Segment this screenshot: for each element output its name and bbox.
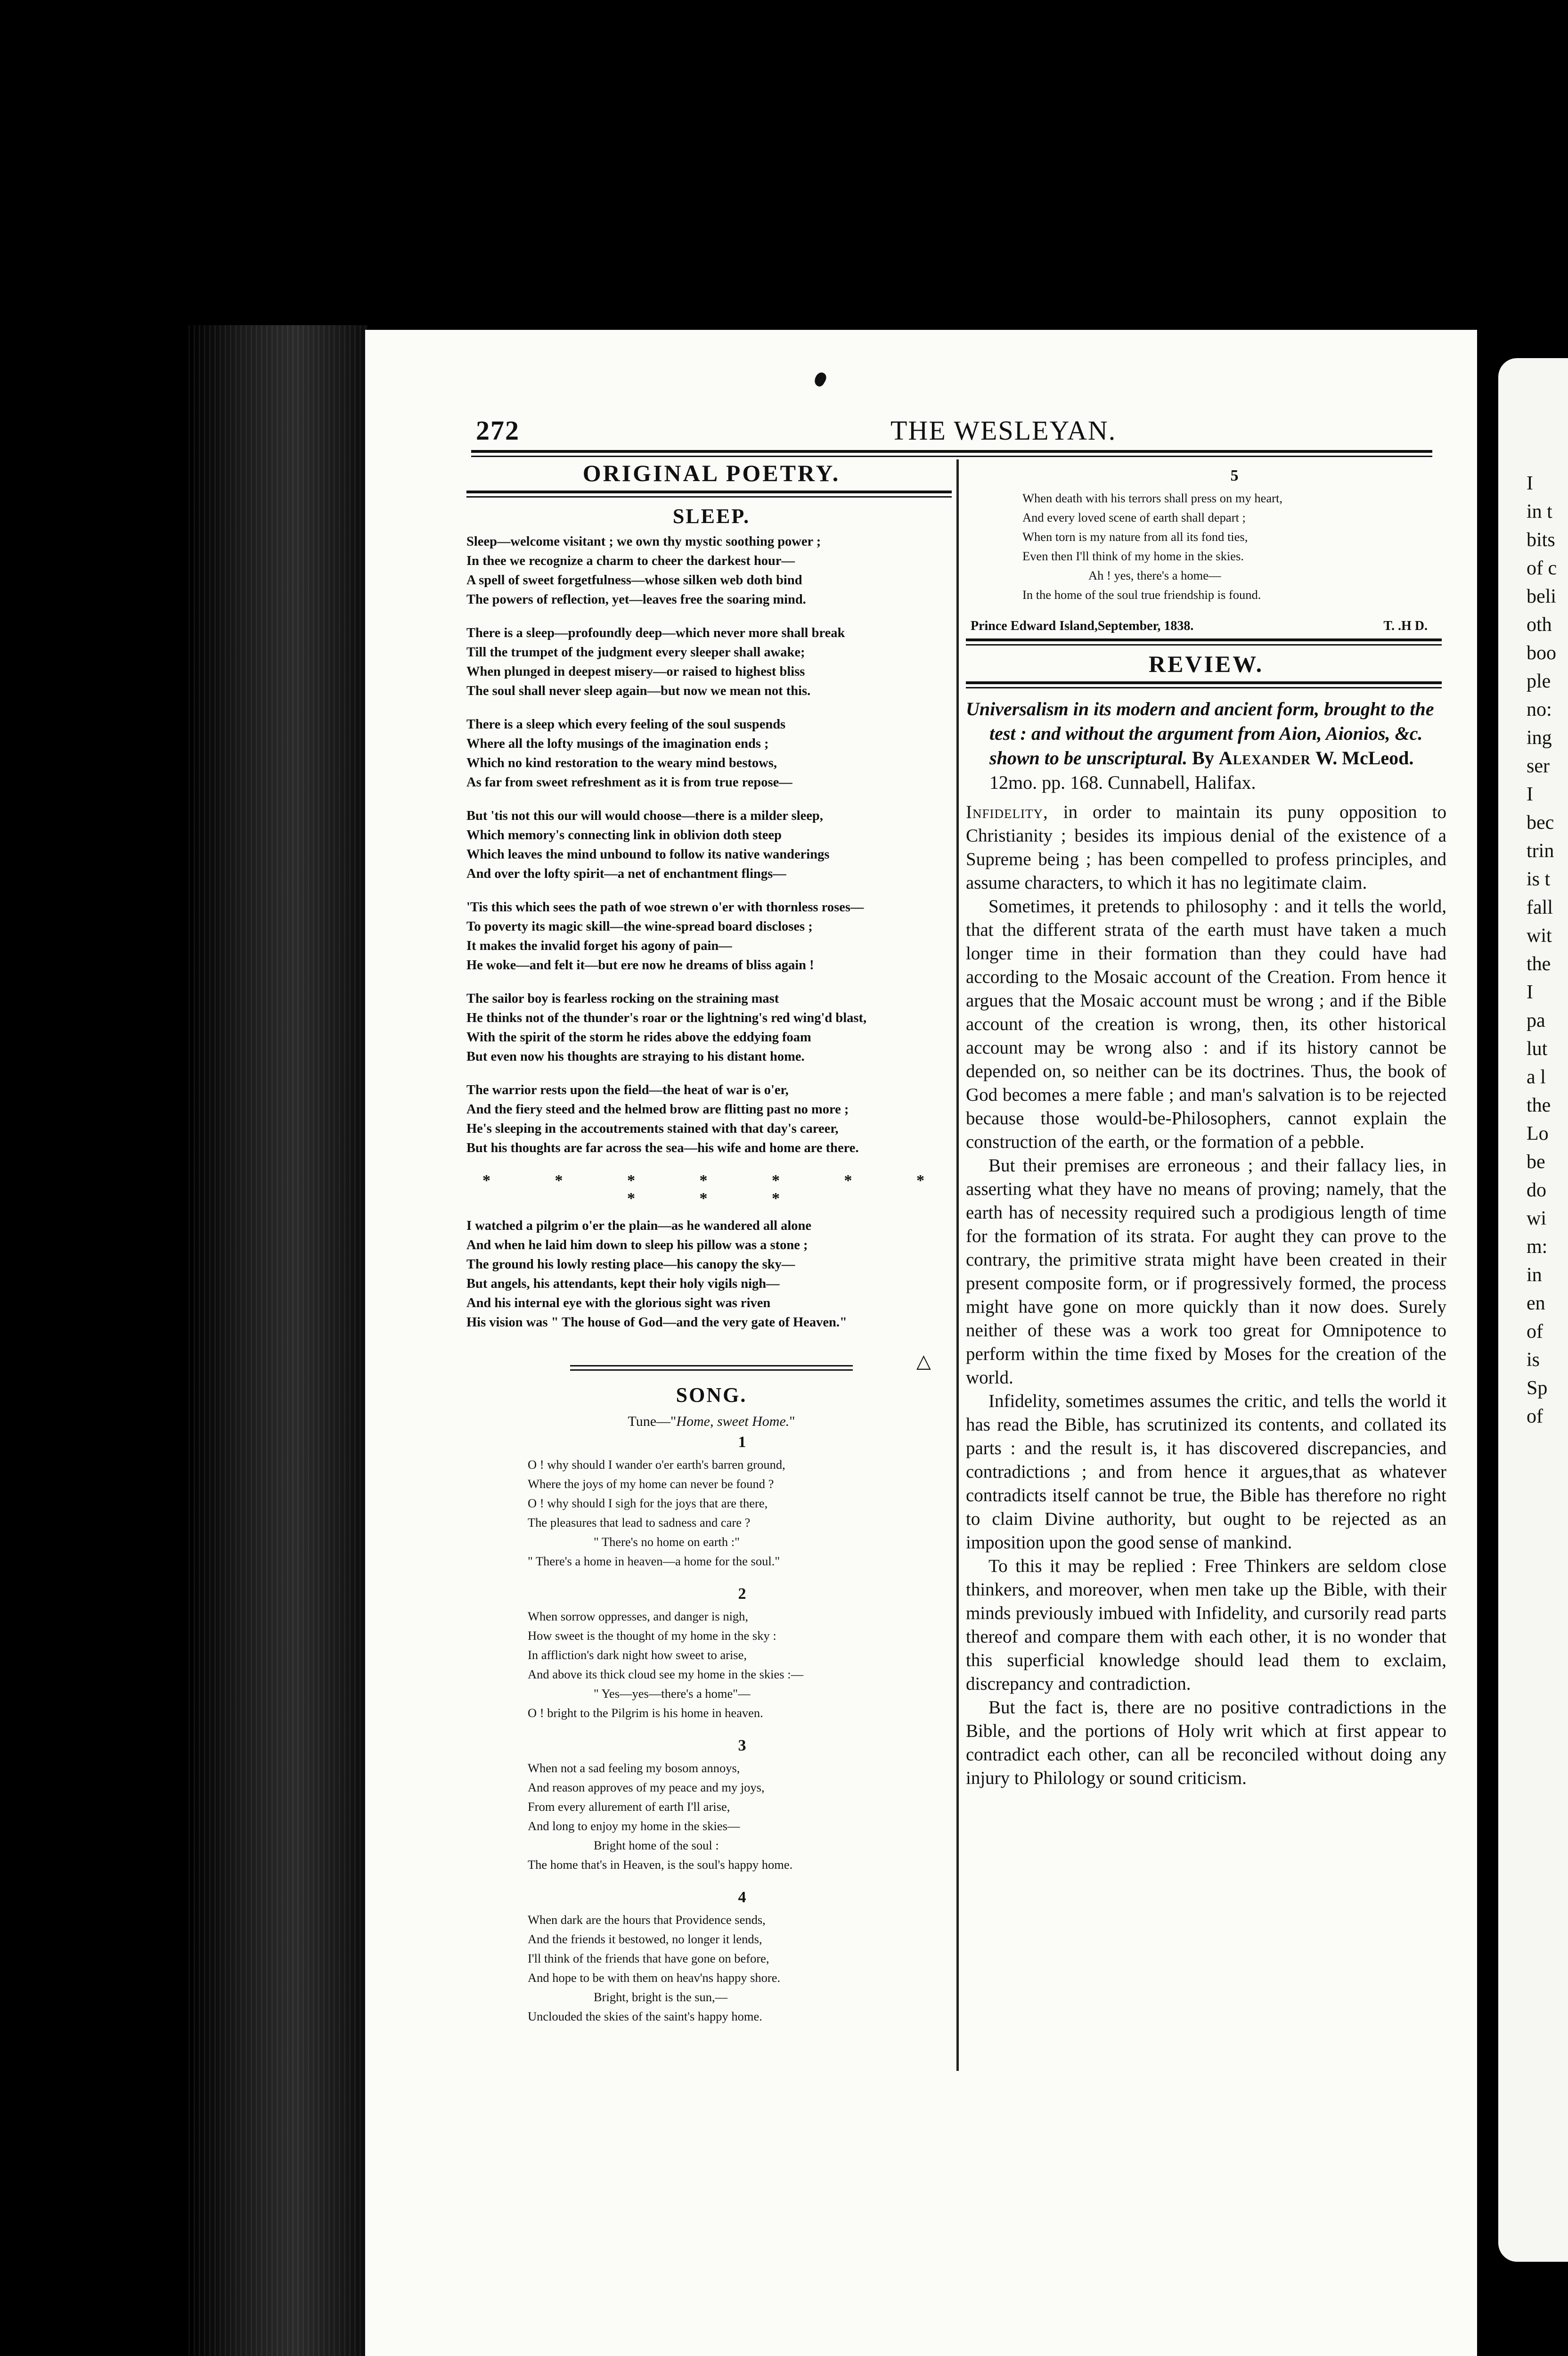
poem-line: And the friends it bestowed, no longer it lends, xyxy=(528,1932,762,1946)
song-stanza-number: 2 xyxy=(738,1585,746,1603)
poem-line: As far from sweet refreshment as it is from true repose— xyxy=(466,775,792,790)
review-author: W. McLeod. xyxy=(1315,747,1414,769)
poem-line: Till the trumpet of the judgment every sleeper shall awake; xyxy=(466,645,805,660)
facing-page-fragment: beli xyxy=(1527,586,1556,607)
facing-page-fragment: trin xyxy=(1527,840,1554,862)
facing-page-fragment: I xyxy=(1527,982,1533,1003)
poem-line: Unclouded the skies of the saint's happy home. xyxy=(528,2009,762,2023)
facing-page-fragment: of xyxy=(1527,1406,1543,1427)
page-header xyxy=(476,415,1437,448)
poem-stanza xyxy=(466,989,956,1066)
facing-page-fragment: oth xyxy=(1527,614,1552,636)
poem-stanza xyxy=(466,1080,956,1158)
section-rule xyxy=(966,638,1442,646)
facing-page-fragment: in t xyxy=(1527,501,1552,523)
poem-line: The pleasures that lead to sadness and care ? xyxy=(528,1515,751,1530)
poem-line: When torn is my nature from all its fond ties, xyxy=(1022,530,1248,544)
song-stanza xyxy=(528,1607,956,1723)
facing-page-fragment: the xyxy=(1527,953,1551,975)
facing-page-fragment: be xyxy=(1527,1151,1545,1173)
section-title-original-poetry: ORIGINAL POETRY. xyxy=(582,460,841,486)
facing-page-fragment: the xyxy=(1527,1095,1551,1116)
facing-page-fragment: m: xyxy=(1527,1236,1548,1258)
poem-line: A spell of sweet forgetfulness—whose silken web doth bind xyxy=(466,573,802,588)
poem-line: The soul shall never sleep again—but now we mean not this. xyxy=(466,684,811,698)
poem-line: 'Tis this which sees the path of woe strewn o'er with thornless roses— xyxy=(466,900,864,915)
facing-page-fragment: wi xyxy=(1527,1208,1546,1229)
page-number: 272 xyxy=(476,415,520,446)
poem-line: " There's no home on earth :" xyxy=(594,1535,740,1549)
poem-line: From every allurement of earth I'll arise, xyxy=(528,1800,730,1814)
poem-line: I'll think of the friends that have gone on before, xyxy=(528,1951,769,1965)
poem-stanza xyxy=(466,532,956,609)
facing-page-fragment: is t xyxy=(1527,868,1551,890)
section-break-stars: * * * * * * * * * * xyxy=(482,1172,955,1207)
poem-line: Even then I'll think of my home in the skies. xyxy=(1022,549,1244,563)
poem-line: How sweet is the thought of my home in the sky : xyxy=(528,1628,776,1643)
song-stanza xyxy=(1022,489,1446,605)
facing-page-fragment: wit xyxy=(1527,925,1552,947)
review-paragraph: To this it may be replied : Free Thinkers are seldom close thinkers, and moreover, when men take up the Bible, with their minds previously imbued with Infidelity, and cursorily read parts thereof and compare them with each other, it is no wonder that this superficial knowledge should lead them to exclaim, discrepancy and contradiction. xyxy=(966,1556,1446,1694)
facing-page-fragment: bits xyxy=(1527,529,1555,551)
poem-line: Bright home of the soul : xyxy=(594,1838,719,1852)
poem-line: The home that's in Heaven, is the soul's happy home. xyxy=(528,1857,793,1872)
facing-page-fragment: of c xyxy=(1527,557,1557,579)
poem-line: Which leaves the mind unbound to follow its native wanderings xyxy=(466,847,830,862)
tune-name: Home, sweet Home. xyxy=(676,1414,790,1429)
poem-line: O ! why should I wander o'er earth's barren ground, xyxy=(528,1457,785,1472)
poem-line: And when he laid him down to sleep his pillow was a stone ; xyxy=(466,1238,808,1252)
triangle-icon: △ xyxy=(916,1350,931,1372)
facing-page-fragment: Sp xyxy=(1527,1377,1548,1399)
facing-page-fragment: boo xyxy=(1527,642,1556,664)
poem-title-song: SONG. xyxy=(676,1383,747,1407)
facing-page-fragment: fall xyxy=(1527,897,1553,918)
facing-page-fragment: of xyxy=(1527,1321,1543,1342)
poem-line: O ! bright to the Pilgrim is his home in heaven. xyxy=(528,1706,763,1720)
book-spine xyxy=(188,325,368,2356)
poem-line: And above its thick cloud see my home in the skies :— xyxy=(528,1667,804,1681)
facing-page-fragment: I xyxy=(1527,473,1533,494)
sleep-poem xyxy=(466,532,956,1158)
facing-page-fragment: I xyxy=(1527,784,1533,805)
song-stanza xyxy=(528,1910,956,2026)
right-column xyxy=(966,464,1446,1790)
poem-line: It makes the invalid forget his agony of pain— xyxy=(466,939,732,953)
poem-line: There is a sleep which every feeling of the soul suspends xyxy=(466,717,786,732)
poem-line: I watched a pilgrim o'er the plain—as he wandered all alone xyxy=(466,1219,812,1233)
facing-page-fragment: is xyxy=(1527,1349,1540,1371)
poem-line: The sailor boy is fearless rocking on the straining mast xyxy=(466,991,779,1006)
poem-line: The powers of reflection, yet—leaves free the soaring mind. xyxy=(466,592,806,607)
poem-line: When death with his terrors shall press on my heart, xyxy=(1022,491,1282,505)
poem-line: And every loved scene of earth shall depart ; xyxy=(1022,510,1246,524)
song-stanza xyxy=(528,1759,956,1874)
review-paragraph: But their premises are erroneous ; and their fallacy lies, in asserting what they have no means of proving; namely, that the earth has of necessity required such a prodigious length of time for the formation of its strata. For aught they can prove to the contrary, the primitive strata might have been created in their present composite form, or if progressively formed, the process might have gone on more quickly than it now does. Surely neither of these was a work too great for Omnipotence to perform within the time fixed by Moses for the creation of the world. xyxy=(966,1155,1446,1388)
poem-line: When plunged in deepest misery—or raised to highest bliss xyxy=(466,664,805,679)
poem-line: The warrior rests upon the field—the heat of war is o'er, xyxy=(466,1083,789,1097)
section-rule xyxy=(466,491,952,498)
column-rule xyxy=(956,459,959,2071)
poem-line: And his internal eye with the glorious sight was riven xyxy=(466,1296,771,1310)
poem-line: And long to enjoy my home in the skies— xyxy=(528,1819,740,1833)
poem-stanza xyxy=(466,715,956,792)
poem-line: But 'tis not this our will would choose—there is a milder sleep, xyxy=(466,809,823,823)
facing-page-fragment: pa xyxy=(1527,1010,1545,1031)
song-stanza-number: 5 xyxy=(1230,467,1239,484)
poem-stanza xyxy=(466,898,956,975)
sleep-final-stanza xyxy=(466,1216,956,1332)
review-author-first: Alexander xyxy=(1218,747,1311,769)
poem-line: Which memory's connecting link in oblivion doth steep xyxy=(466,828,782,843)
header-rule xyxy=(471,450,1432,457)
poem-line: When not a sad feeling my bosom annoys, xyxy=(528,1761,740,1775)
poem-line: The ground his lowly resting place—his canopy the sky— xyxy=(466,1257,795,1272)
song-stanza-number: 4 xyxy=(738,1889,746,1906)
poem-stanza xyxy=(466,806,956,884)
poem-stanza xyxy=(466,623,956,701)
poem-signoff xyxy=(971,619,1446,634)
poem-line: He woke—and felt it—but ere now he dreams of bliss again ! xyxy=(466,958,814,973)
song-poem xyxy=(528,1433,956,2026)
facing-page-fragment: lut xyxy=(1527,1038,1548,1060)
review-book-title: Universalism in its modern and ancient form, brought to the test : and without the argument from Aion, Aionios, &c. shown to be unscriptural. By Alexander W. McLeod. 12mo. pp. 168. Cunnabell, Halifax. xyxy=(966,698,1434,793)
signoff-place: Prince Edward Island,September, 1838. xyxy=(971,619,1194,633)
song-stanza-number: 3 xyxy=(738,1737,746,1754)
facing-page-fragment: ple xyxy=(1527,671,1551,692)
poem-line: With the spirit of the storm he rides above the eddying foam xyxy=(466,1030,811,1045)
facing-page-fragment: in xyxy=(1527,1264,1542,1286)
facing-page-fragment: no: xyxy=(1527,699,1552,720)
poem-line: Where all the lofty musings of the imagination ends ; xyxy=(466,736,769,751)
poem-line: And over the lofty spirit—a net of enchantment flings— xyxy=(466,867,786,881)
song-stanza xyxy=(528,1455,956,1571)
left-column xyxy=(466,459,956,2040)
review-paragraph: Sometimes, it pretends to philosophy : and it tells the world, that the different strata of the earth must have taken a much longer time in their formation than they could have had according to the Mosaic account of the Creation. From hence it argues that the Mosaic account must be wrong ; and if the Bible account of the creation is wrong, then, its other historical account may be wrong also : and if its history cannot be depended on, so neither can be its doctrines. Thus, the book of God becomes a mere fable ; and man's salvation is to be rejected because those would-be-Philosophers, cannot explain the construction of the earth, or the formation of a pebble. xyxy=(966,896,1446,1152)
poem-line: O ! why should I sigh for the joys that are there, xyxy=(528,1496,768,1510)
song-stanza-number: 1 xyxy=(738,1433,746,1451)
facing-page-fragment: en xyxy=(1527,1293,1545,1314)
review-paragraph: Infidelity, in order to maintain its puny opposition to Christianity ; besides its impious denial of the existence of a Supreme being ; has been compelled to profess principles, and assume characters, to which it has no legitimate claim. xyxy=(966,802,1446,893)
facing-page-fragment: Lo xyxy=(1527,1123,1549,1145)
poem-line: In the home of the soul true friendship is found. xyxy=(1022,588,1261,602)
facing-page-fragment: a l xyxy=(1527,1066,1546,1088)
section-title-review: REVIEW. xyxy=(1148,651,1264,677)
poem-line: Ah ! yes, there's a home— xyxy=(1088,568,1221,582)
facing-page-fragment: ing xyxy=(1527,727,1552,749)
poem-line: And reason approves of my peace and my joys, xyxy=(528,1780,765,1794)
poem-title-sleep: SLEEP. xyxy=(672,505,751,528)
review-book-details: 12mo. pp. 168. Cunnabell, Halifax. xyxy=(989,772,1256,793)
poem-line: His vision was " The house of God—and the very gate of Heaven." xyxy=(466,1315,847,1330)
poem-line: And the fiery steed and the helmed brow are flitting past no more ; xyxy=(466,1102,849,1117)
poem-line: There is a sleep—profoundly deep—which never more shall break xyxy=(466,626,845,640)
poem-divider xyxy=(570,1365,853,1371)
poem-line: Where the joys of my home can never be found ? xyxy=(528,1477,774,1491)
poem-line: And hope to be with them on heav'ns happy shore. xyxy=(528,1971,781,1985)
poem-line: When dark are the hours that Providence sends, xyxy=(528,1913,766,1927)
poem-line: When sorrow oppresses, and danger is nigh, xyxy=(528,1609,749,1623)
poem-line: But his thoughts are far across the sea—his wife and home are there. xyxy=(466,1141,859,1155)
song-tune: Tune—"Home, sweet Home." xyxy=(628,1414,795,1429)
poem-line: He's sleeping in the accoutrements stained with that day's career, xyxy=(466,1121,839,1136)
poem-line: In affliction's dark night how sweet to arise, xyxy=(528,1648,747,1662)
poem-line: " There's a home in heaven—a home for the soul." xyxy=(528,1554,780,1568)
running-head: THE WESLEYAN. xyxy=(890,415,1117,446)
facing-page-fragment: ser xyxy=(1527,755,1550,777)
poem-line: " Yes—yes—there's a home"— xyxy=(594,1686,751,1701)
poem-line: Bright, bright is the sun,— xyxy=(594,1990,728,2004)
signoff-initials: T. .H D. xyxy=(1383,619,1428,633)
facing-page-fragment: bec xyxy=(1527,812,1554,834)
poem-line: In thee we recognize a charm to cheer the darkest hour— xyxy=(466,554,795,568)
review-paragraph: But the fact is, there are no positive contradictions in the Bible, and the portions of Holy writ which at first appear to contradict each other, can all be reconciled without doing any injury to Philology or sound criticism. xyxy=(966,1697,1446,1788)
review-lead-word: Infidelity, xyxy=(966,802,1048,822)
section-rule xyxy=(966,681,1442,688)
poem-line: But even now his thoughts are straying to his distant home. xyxy=(466,1049,805,1064)
poem-line: He thinks not of the thunder's roar or the lightning's red wing'd blast, xyxy=(466,1011,867,1025)
poem-line: Which no kind restoration to the weary mind bestows, xyxy=(466,756,777,770)
poem-line: But angels, his attendants, kept their holy vigils nigh— xyxy=(466,1276,780,1291)
facing-page-fragment: do xyxy=(1527,1179,1546,1201)
poem-line: Sleep—welcome visitant ; we own thy mystic soothing power ; xyxy=(466,534,821,549)
review-paragraph: Infidelity, sometimes assumes the critic, and tells the world it has read the Bible, has scrutinized its contents, and collated its parts : and the result is, it has discovered discrepancies, and contradictions ; and from hence it argues,that as whatever contradicts itself cannot be true, the Bible has therefore no right to claim Divine authority, but ought to be rejected as an imposition upon the good sense of mankind. xyxy=(966,1391,1446,1553)
poem-line: To poverty its magic skill—the wine-spread board discloses ; xyxy=(466,919,813,934)
